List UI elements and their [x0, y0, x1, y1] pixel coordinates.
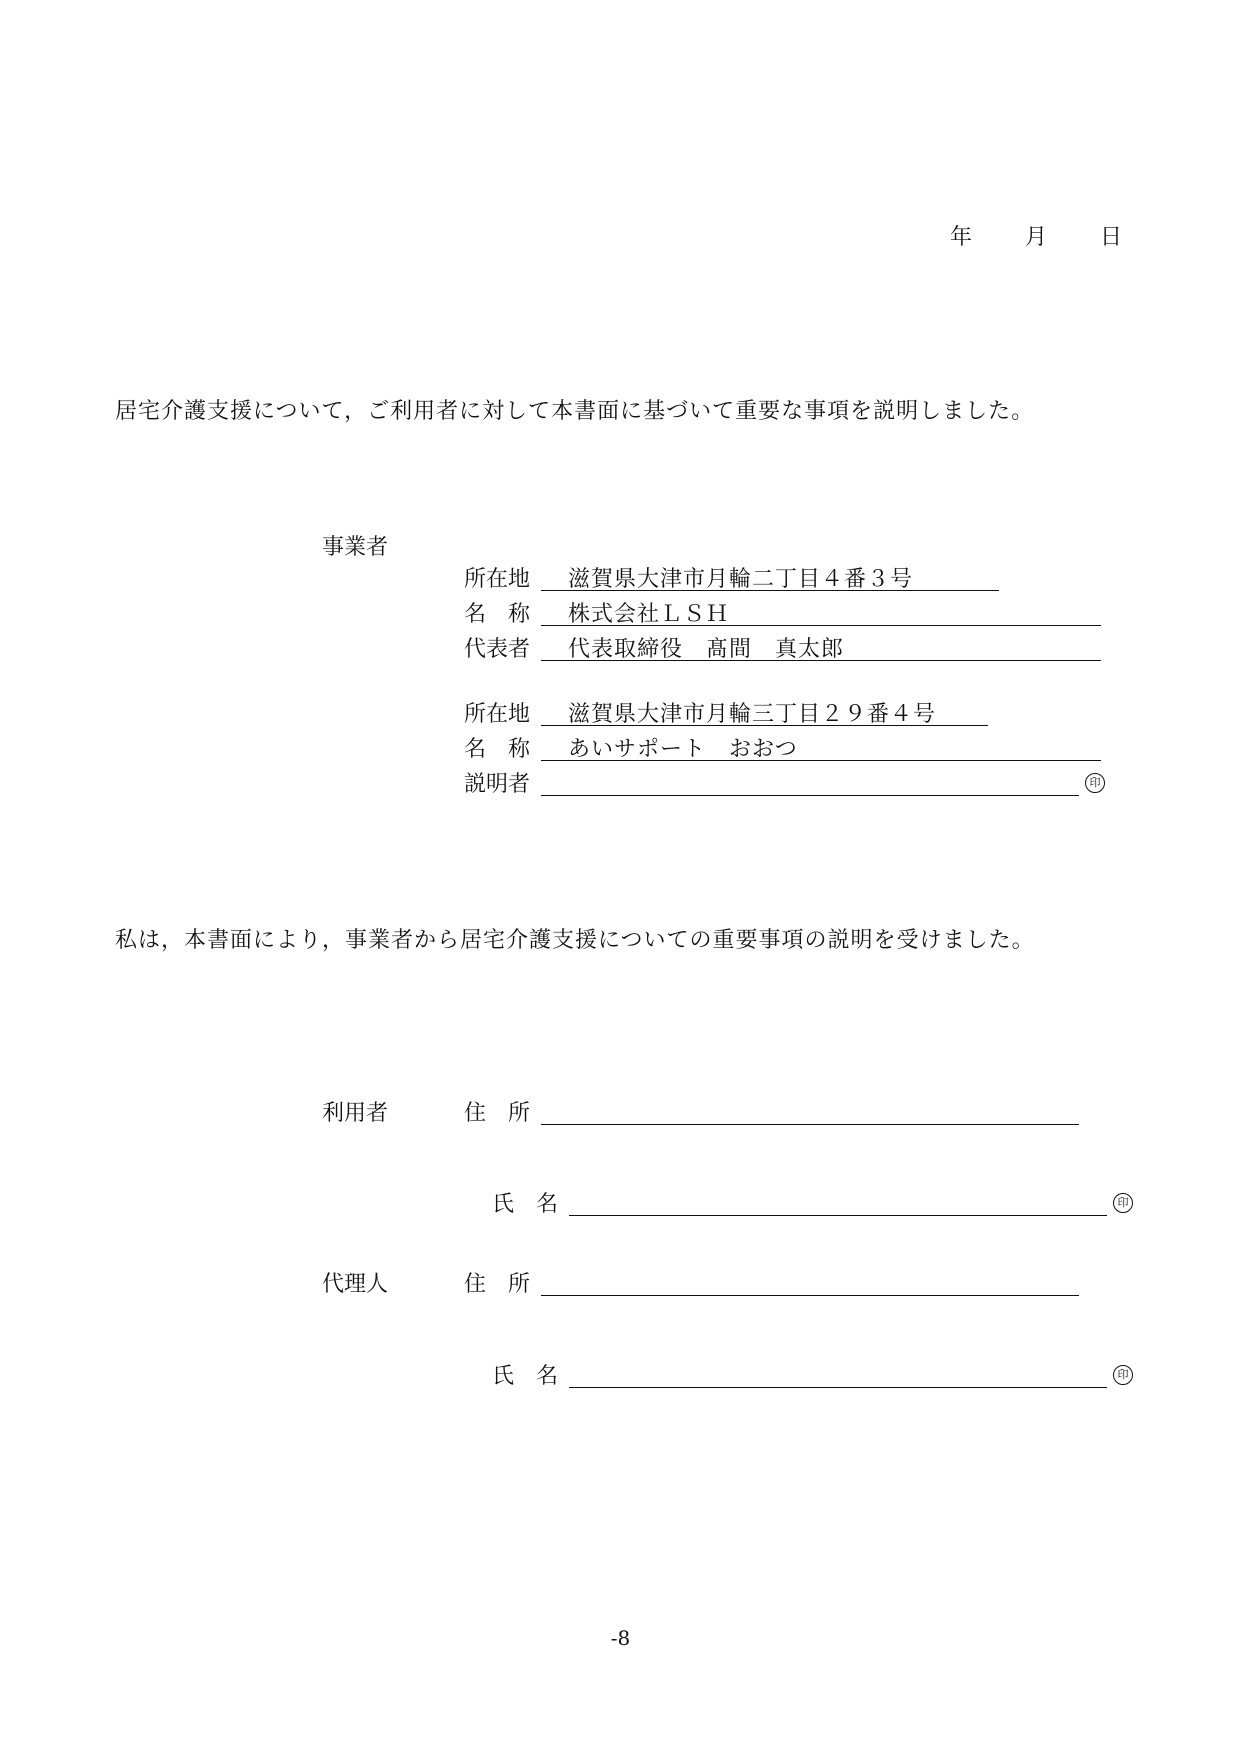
office-name-row: [464, 732, 1104, 762]
company-address-row: [464, 562, 1104, 592]
date-day-label: 日: [1100, 225, 1123, 250]
company-address-label: 所在地: [464, 567, 531, 592]
office-explainer-row: [464, 767, 1124, 797]
company-rep-row: [464, 632, 1104, 662]
date-year-label: 年: [950, 225, 973, 250]
company-name-label: 名 称: [464, 602, 531, 627]
user-name-signature-line[interactable]: [569, 1215, 1107, 1216]
agent-name-label: 氏 名: [492, 1364, 559, 1389]
user-address-row: [464, 1096, 1104, 1126]
agent-address-row: [464, 1267, 1104, 1297]
office-explainer-signature-line[interactable]: [541, 795, 1079, 796]
agent-name-signature-line[interactable]: [569, 1387, 1107, 1388]
user-statement: 私は，本書面により，事業者から居宅介護支援についての重要事項の説明を受けました。: [115, 928, 1035, 953]
office-name-label: 名 称: [464, 737, 531, 762]
user-address-line[interactable]: [541, 1124, 1079, 1125]
office-address-label: 所在地: [464, 702, 531, 727]
agent-heading: 代理人: [322, 1272, 389, 1297]
office-explainer-label: 説明者: [464, 772, 531, 797]
page-number: -8: [610, 1626, 631, 1650]
agent-address-line[interactable]: [541, 1295, 1079, 1296]
user-heading: 利用者: [322, 1101, 389, 1126]
provider-heading: 事業者: [322, 535, 389, 560]
company-address-value: 滋賀県大津市月輪二丁目４番３号: [568, 567, 914, 592]
agent-address-label: 住 所: [464, 1272, 531, 1297]
office-address-value: 滋賀県大津市月輪三丁目２９番４号: [568, 702, 937, 727]
user-address-label: 住 所: [464, 1101, 531, 1126]
user-seal-icon: 印: [1113, 1193, 1133, 1213]
company-name-value: 株式会社ＬＳＨ: [568, 602, 730, 627]
provider-statement: 居宅介護支援について，ご利用者に対して本書面に基づいて重要な事項を説明しました。: [115, 399, 1035, 424]
agent-name-row: [492, 1359, 1152, 1389]
date-month-label: 月: [1025, 225, 1048, 250]
office-address-row: [464, 697, 1104, 727]
user-name-label: 氏 名: [492, 1192, 559, 1217]
user-name-row: [492, 1187, 1152, 1217]
office-name-value: あいサポート おおつ: [568, 737, 798, 762]
company-rep-value: 代表取締役 髙間 真太郎: [568, 637, 845, 662]
agent-seal-icon: 印: [1113, 1365, 1133, 1385]
company-name-row: [464, 597, 1104, 627]
explainer-seal-icon: 印: [1085, 773, 1105, 793]
company-rep-label: 代表者: [464, 637, 531, 662]
date-line: [940, 220, 1140, 250]
